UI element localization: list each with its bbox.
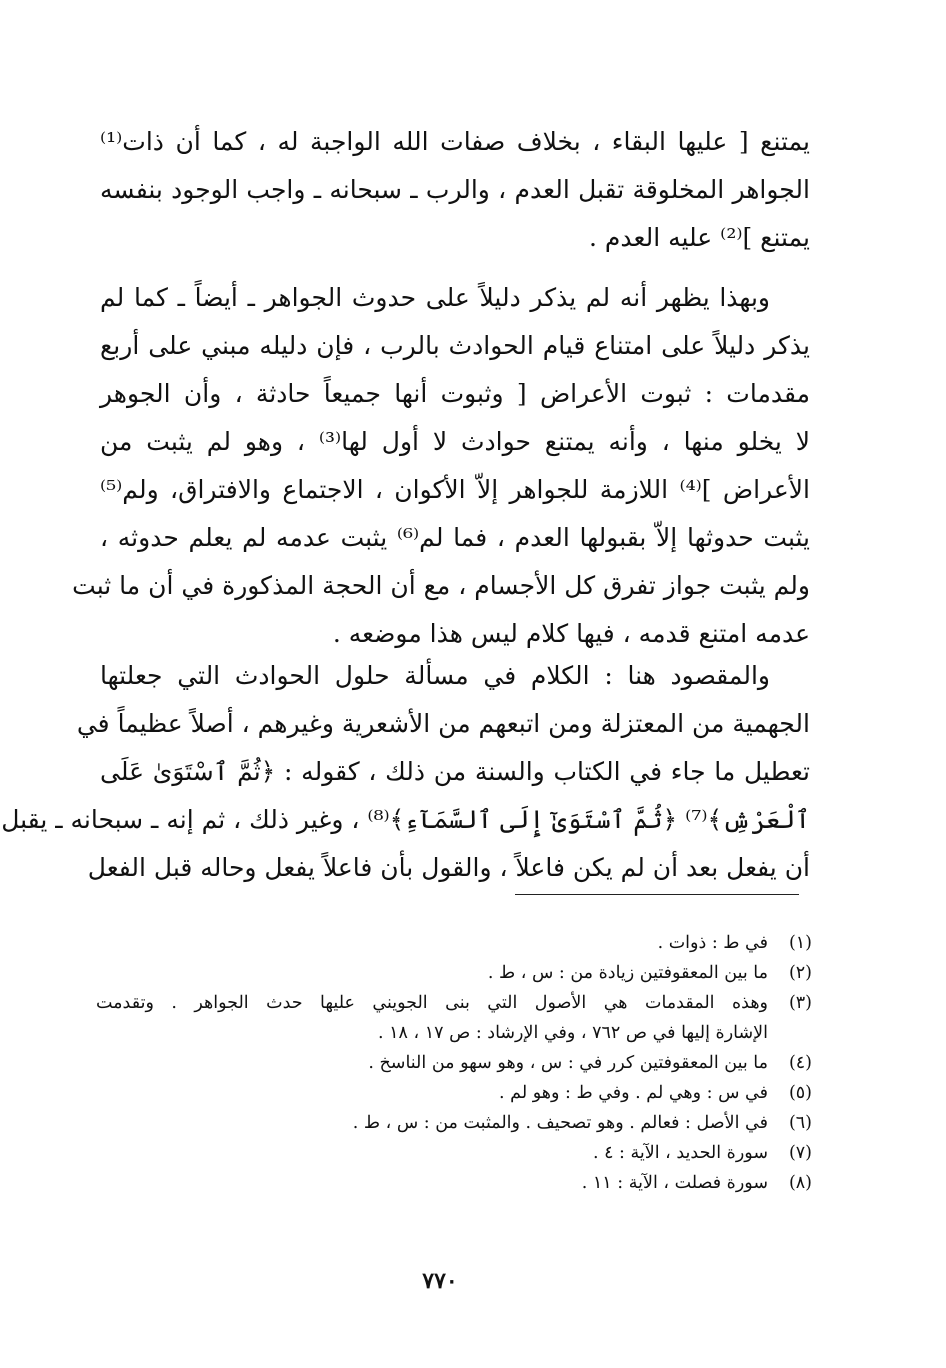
text-line: وبهذا يظهر أنه لم يذكر دليلاً على حدوث الجواهر ـ أيضاً ـ كما لم: [100, 283, 770, 312]
footnote: [96, 928, 812, 958]
text-line: يذكر دليلاً على امتناع قيام الحوادث بالرب ، فإن دليله مبني على أربع: [100, 331, 810, 360]
footnote-line: الإشارة إليها في ص ٧٦٢ ، وفي الإرشاد : ص ١٧ ، ١٨ .: [377, 1023, 768, 1043]
footnote: [96, 1168, 812, 1198]
text-line: ولم يثبت جواز تفرق كل الأجسام ، مع أن الحجة المذكورة في أن ما ثبت: [72, 571, 810, 600]
text-line: والمقصود هنا : الكلام في مسألة حلول الحوادث التي جعلتها: [100, 661, 770, 690]
footnote-number: (٤): [788, 1053, 812, 1073]
footnote: [96, 988, 812, 1048]
text-line: ٱلْعَرْشِ﴾⁽⁷⁾ ﴿ثُمَّ ٱسْتَوَىٰٓ إِلَى ٱلسَّمَآءِ﴾⁽⁸⁾ ، وغير ذلك ، ثم إنه ـ سبحانه ـ يقبل: [1, 805, 810, 834]
text-line: يمتنع [ عليها البقاء ، بخلاف صفات الله الواجبة له ، كما أن ذات⁽¹⁾: [100, 127, 810, 156]
footnote-number: (٢): [788, 963, 812, 983]
footnote-text: ما بين المعقوفتين كرر في : س ، وهو سهو من الناسخ .: [368, 1053, 768, 1073]
footnote-text: سورة فصلت ، الآية : ١١ .: [581, 1173, 768, 1193]
footnote-text: في ط : ذوات .: [657, 933, 768, 953]
footnote-line: وهذه المقدمات هي الأصول التي بنى الجويني عليها حدث الجواهر . وتقدمت: [96, 993, 768, 1013]
text-line: تعطيل ما جاء في الكتاب والسنة من ذلك ، كقوله : ﴿ثُمَّ ٱسْتَوَىٰ عَلَى: [100, 757, 810, 786]
footnote-number: (٨): [788, 1173, 812, 1193]
footnote-number: (٣): [788, 993, 812, 1013]
footnote: [96, 1078, 812, 1108]
text-line: لا يخلو منها ، وأنه يمتنع حوادث لا أول لها⁽³⁾ ، وهو لم يثبت من: [100, 427, 810, 456]
text-line: الجواهر المخلوقة تقبل العدم ، والرب ـ سبحانه ـ واجب الوجود بنفسه: [100, 175, 810, 204]
footnote: [96, 1138, 812, 1168]
paragraph-2: [72, 274, 810, 658]
footnote-text: في الأصل : فعالم . وهو تصحيف . والمثبت من : س ، ط .: [352, 1113, 768, 1133]
footnote-number: (٥): [788, 1083, 812, 1103]
footnote-number: (٦): [788, 1113, 812, 1133]
footnote: [96, 958, 812, 988]
text-line: يمتنع ]⁽²⁾ عليه العدم .: [589, 223, 810, 252]
footnote-divider: [515, 894, 799, 895]
footnote: [96, 1048, 812, 1078]
text-line: يثبت حدوثها إلاّ بقبولها العدم ، فما لم⁽⁶⁾ يثبت عدمه لم يعلم حدوثه ،: [100, 523, 810, 552]
footnote-text: ما بين المعقوفتين زيادة من : س ، ط .: [487, 963, 768, 983]
text-line: الأعراض ]⁽⁴⁾ اللازمة للجواهر إلاّ الأكوان ، الاجتماع والافتراق، ولم⁽⁵⁾: [100, 475, 810, 504]
paragraph-1: [100, 118, 810, 262]
paragraph-3: [1, 652, 810, 892]
text-line: مقدمات : ثبوت الأعراض [ وثبوت أنها جميعاً حادثة ، وأن الجوهر: [100, 379, 810, 408]
text-line: أن يفعل بعد أن لم يكن فاعلاً ، والقول بأن فاعلاً يفعل وحاله قبل الفعل: [87, 853, 810, 882]
footnote: [96, 1108, 812, 1138]
text-line: عدمه امتنع قدمه ، فيها كلام ليس هذا موضعه .: [332, 619, 810, 648]
footnote-number: (٧): [788, 1143, 812, 1163]
footnote-number: (١): [788, 933, 812, 953]
footnote-text: [96, 988, 768, 1048]
footnotes: [96, 928, 812, 1198]
footnote-text: في س : وهي لم . وفي ط : وهو لم .: [499, 1083, 768, 1103]
text-line: الجهمية من المعتزلة ومن اتبعهم من الأشعرية وغيرهم ، أصلاً عظيماً في: [76, 709, 810, 738]
page-number: ٧٧٠: [422, 1268, 458, 1294]
footnote-text: سورة الحديد ، الآية : ٤ .: [592, 1143, 768, 1163]
